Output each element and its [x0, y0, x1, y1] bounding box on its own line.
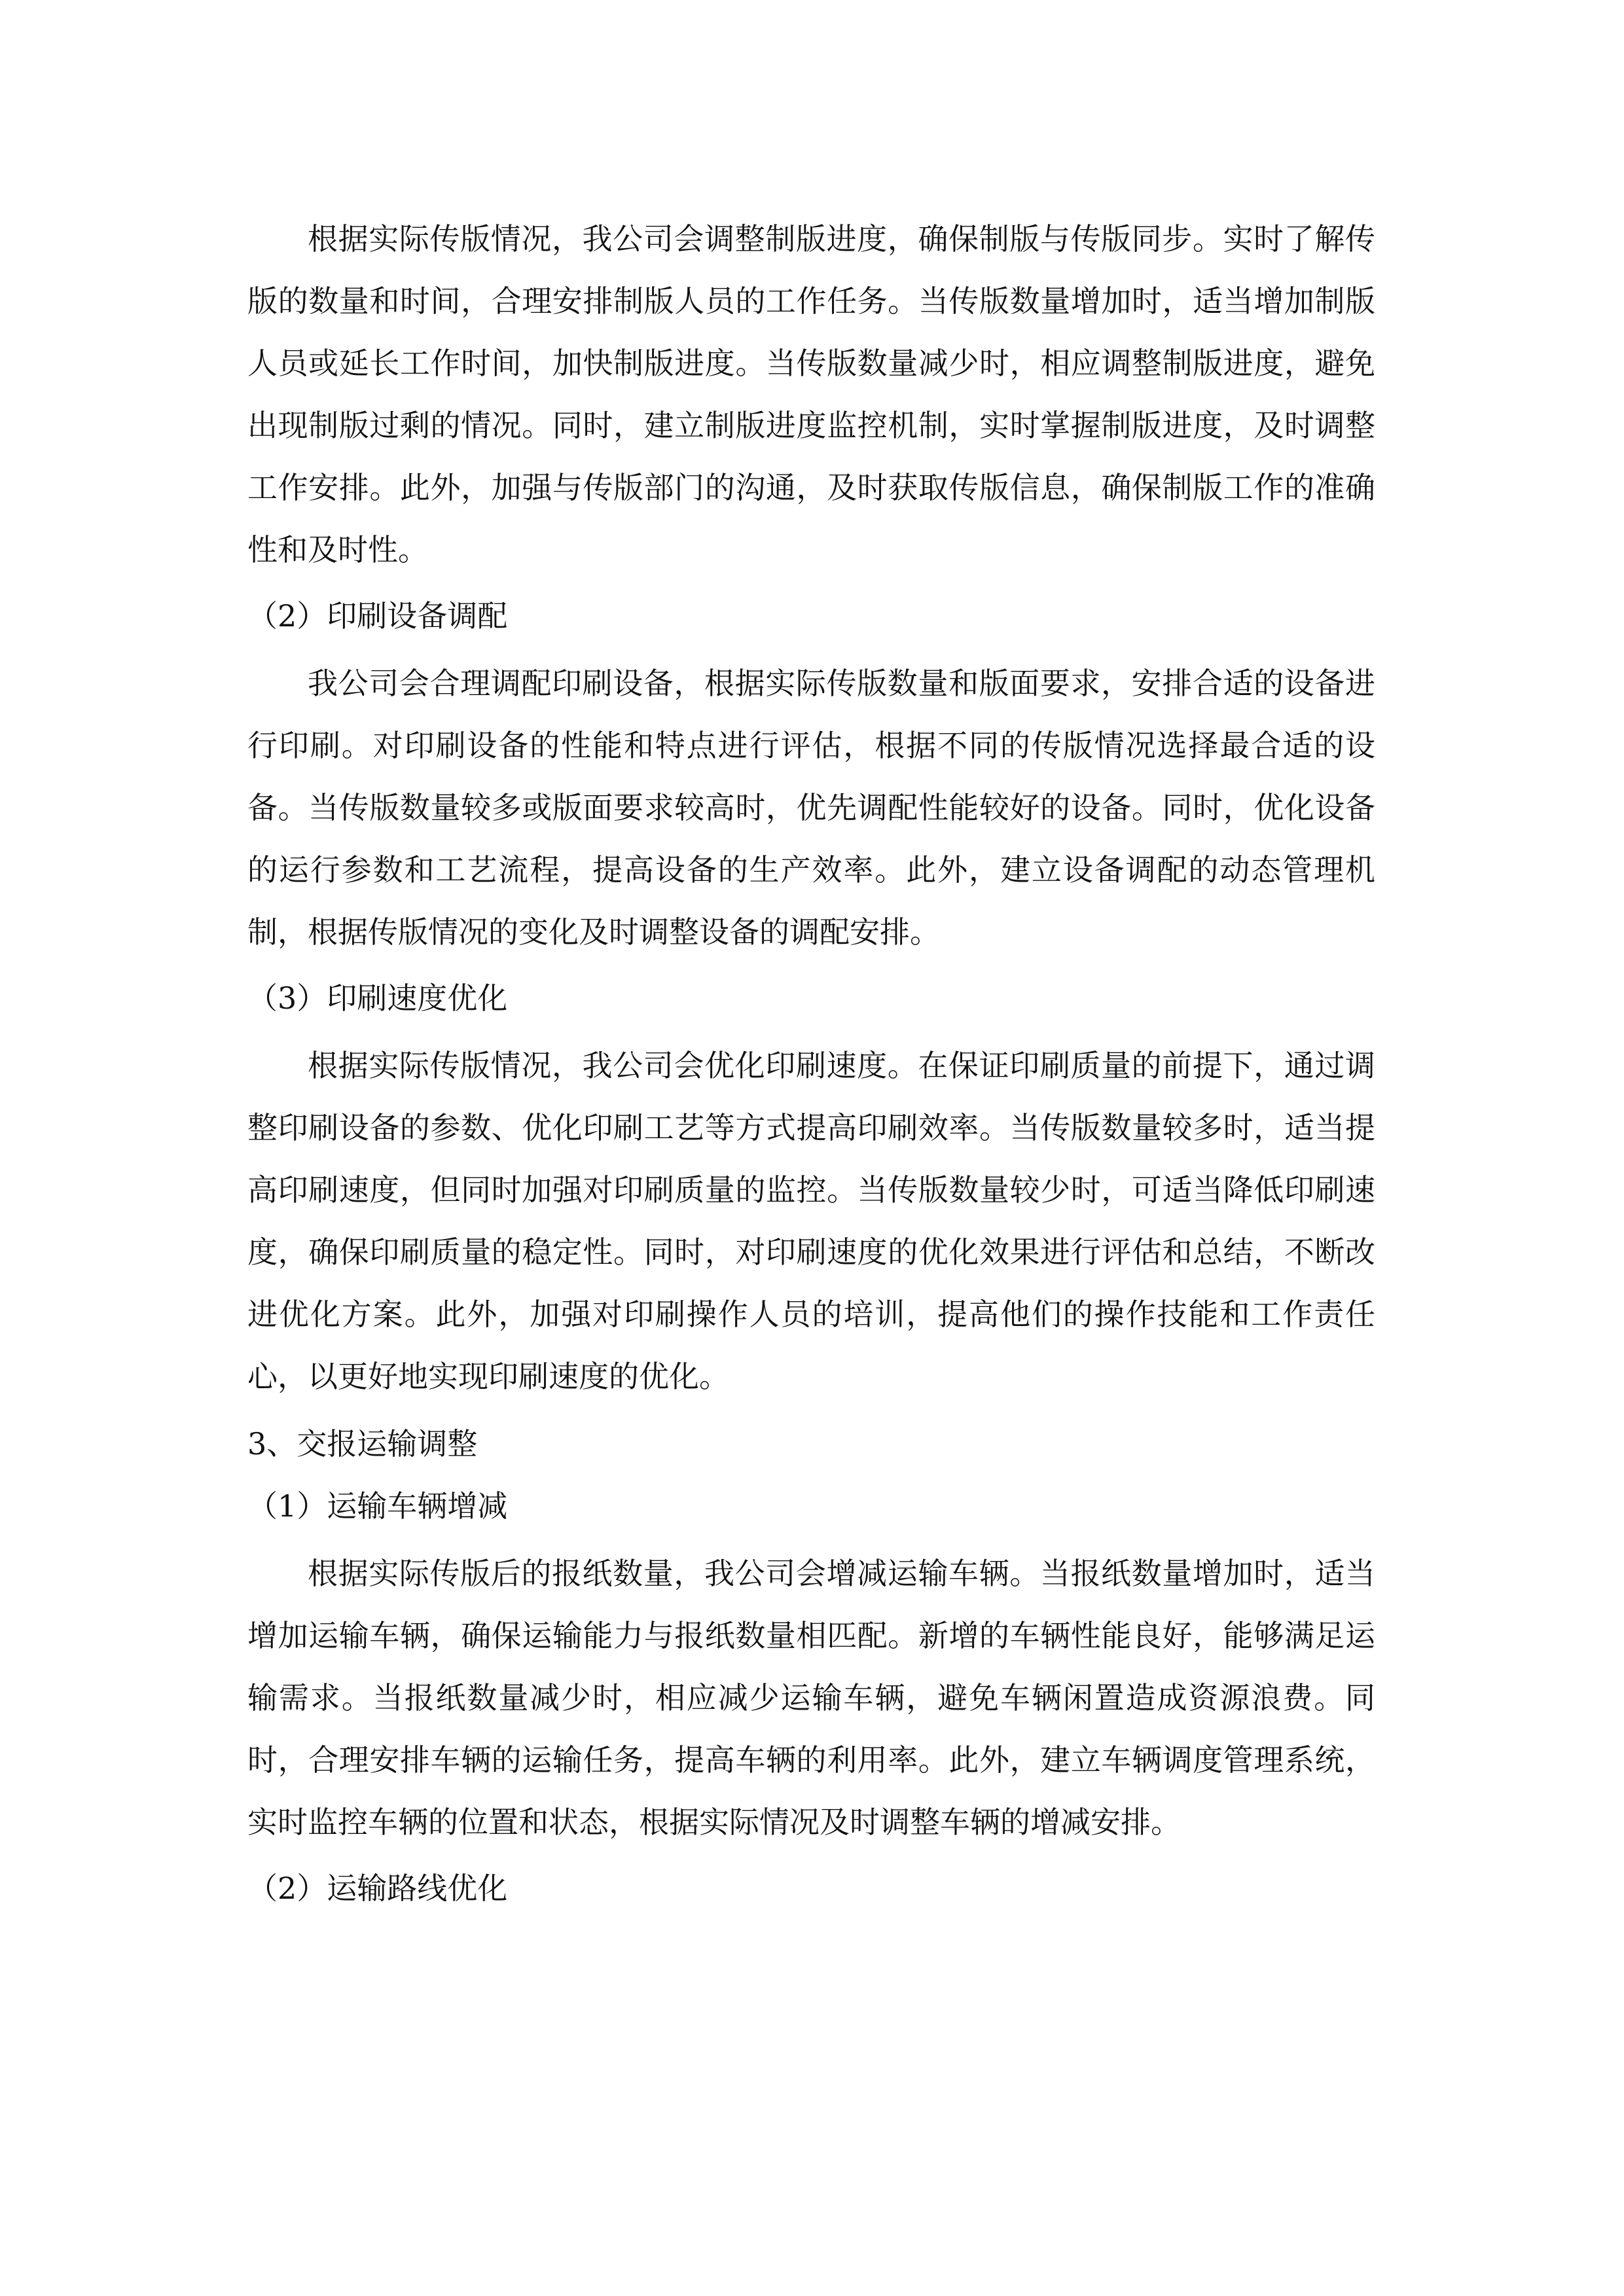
paragraph-vehicles: 根据实际传版后的报纸数量，我公司会增减运输车辆。当报纸数量增加时，适当增加运输车辆，确保运输能力与报纸数量相匹配。新增的车辆性能良好，能够满足运输需求。当报纸数量减少时，相应减少运输车辆，避免车辆闲置造成资源浪费。同时，合理安排车辆的运输任务，提高车辆的利用率。此外，建立车辆调度管理系统，实时监控车辆的位置和状态，根据实际情况及时调整车辆的增减安排。: [247, 1556, 1375, 1840]
paragraph-equipment: 我公司会合理调配印刷设备，根据实际传版数量和版面要求，安排合适的设备进行印刷。对印刷设备的性能和特点进行评估，根据不同的传版情况选择最合适的设备。当传版数量较多或版面要求较高时，优先调配性能较好的设备。同时，优化设备的运行参数和工艺流程，提高设备的生产效率。此外，建立设备调配的动态管理机制，根据传版情况的变化及时调整设备的调配安排。: [247, 666, 1375, 950]
paragraph-speed: 根据实际传版情况，我公司会优化印刷速度。在保证印刷质量的前提下，通过调整印刷设备的参数、优化印刷工艺等方式提高印刷效率。当传版数量较多时，适当提高印刷速度，但同时加强对印刷质量的监控。当传版数量较少时，可适当降低印刷速度，确保印刷质量的稳定性。同时，对印刷速度的优化效果进行评估和总结，不断改进优化方案。此外，加强对印刷操作人员的培训，提高他们的操作技能和工作责任心，以更好地实现印刷速度的优化。: [247, 1048, 1375, 1394]
document-body: [247, 208, 1375, 1920]
heading-equipment: （2）印刷设备调配: [247, 598, 508, 634]
heading-transport: 3、交报运输调整: [247, 1426, 478, 1462]
heading-route: （2）运输路线优化: [247, 1871, 508, 1906]
heading-speed: （3）印刷速度优化: [247, 980, 508, 1016]
heading-vehicles: （1）运输车辆增减: [247, 1488, 508, 1524]
paragraph-plate-sync: 根据实际传版情况，我公司会调整制版进度，确保制版与传版同步。实时了解传版的数量和时间，合理安排制版人员的工作任务。当传版数量增加时，适当增加制版人员或延长工作时间，加快制版进度。当传版数量减少时，相应调整制版进度，避免出现制版过剩的情况。同时，建立制版进度监控机制，实时掌握制版进度，及时调整工作安排。此外，加强与传版部门的沟通，及时获取传版信息，确保制版工作的准确性和及时性。: [247, 221, 1375, 567]
